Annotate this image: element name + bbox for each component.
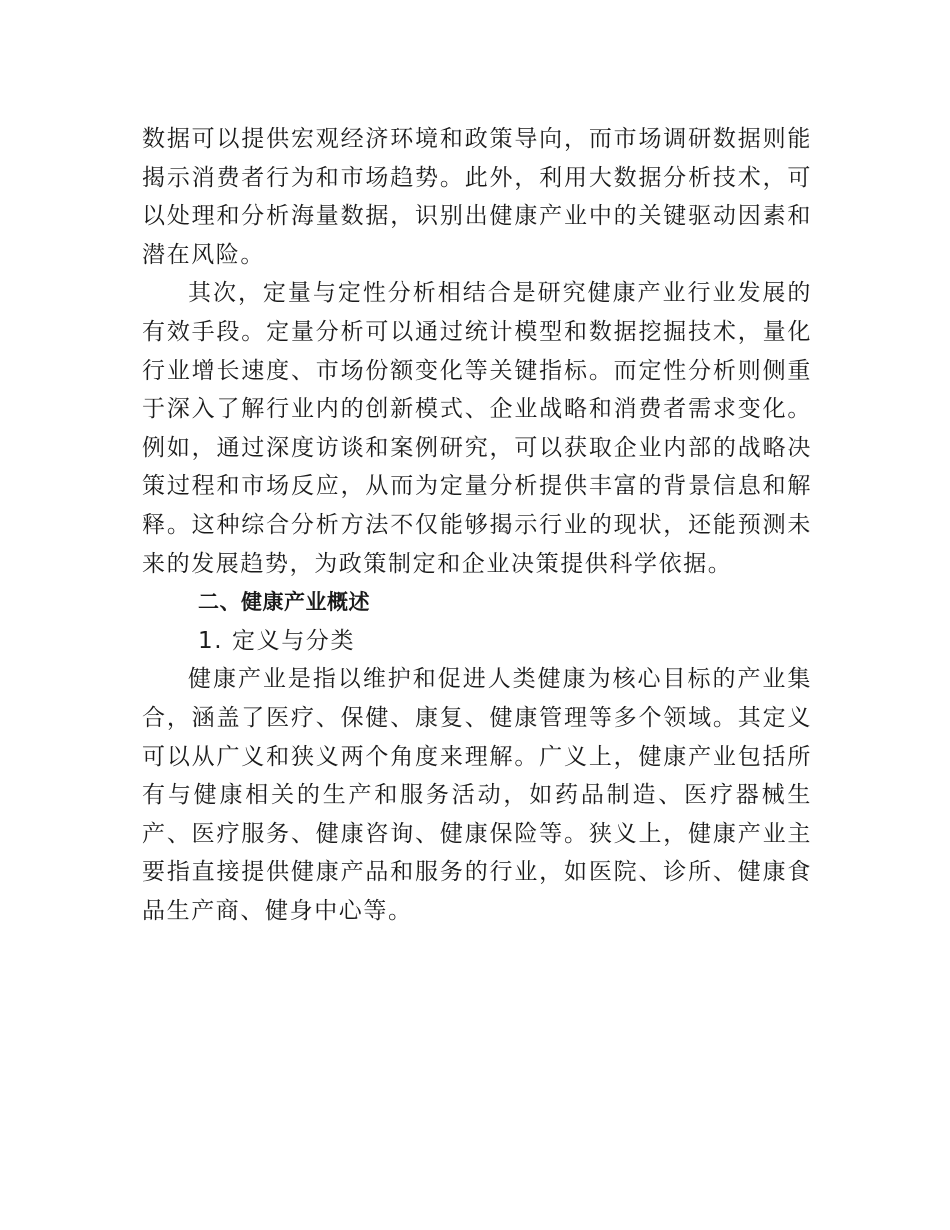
section-heading: 二、健康产业概述 <box>198 590 370 615</box>
paragraph-data-sources: 数据可以提供宏观经济环境和政策导向，而市场调研数据则能揭示消费者行为和市场趋势。此外，利用大数据分析技术，可以处理和分析海量数据，识别出健康产业中的关键驱动因素和潜在风险。 <box>142 126 812 268</box>
paragraph-analysis-methods: 其次，定量与定性分析相结合是研究健康产业行业发展的有效手段。定量分析可以通过统计模型和数据挖掘技术，量化行业增长速度、市场份额变化等关键指标。而定性分析则侧重于深入了解行业内的创新模式、企业战略和消费者需求变化。例如，通过深度访谈和案例研究，可以获取企业内部的战略决策过程和市场反应，从而为定量分析提供丰富的背景信息和解释。这种综合分析方法不仅能够揭示行业的现状，还能预测未来的发展趋势，为政策制定和企业决策提供科学依据。 <box>142 280 812 577</box>
paragraph-definition: 健康产业是指以维护和促进人类健康为核心目标的产业集合，涵盖了医疗、保健、康复、健康管理等多个领域。其定义可以从广义和狭义两个角度来理解。广义上，健康产业包括所有与健康相关的生产和服务活动，如药品制造、医疗器械生产、医疗服务、健康咨询、健康保险等。狭义上，健康产业主要指直接提供健康产品和服务的行业，如医院、诊所、健康食品生产商、健身中心等。 <box>142 666 812 924</box>
subsection-heading: 1. 定义与分类 <box>198 627 356 654</box>
document-body <box>142 120 812 930</box>
